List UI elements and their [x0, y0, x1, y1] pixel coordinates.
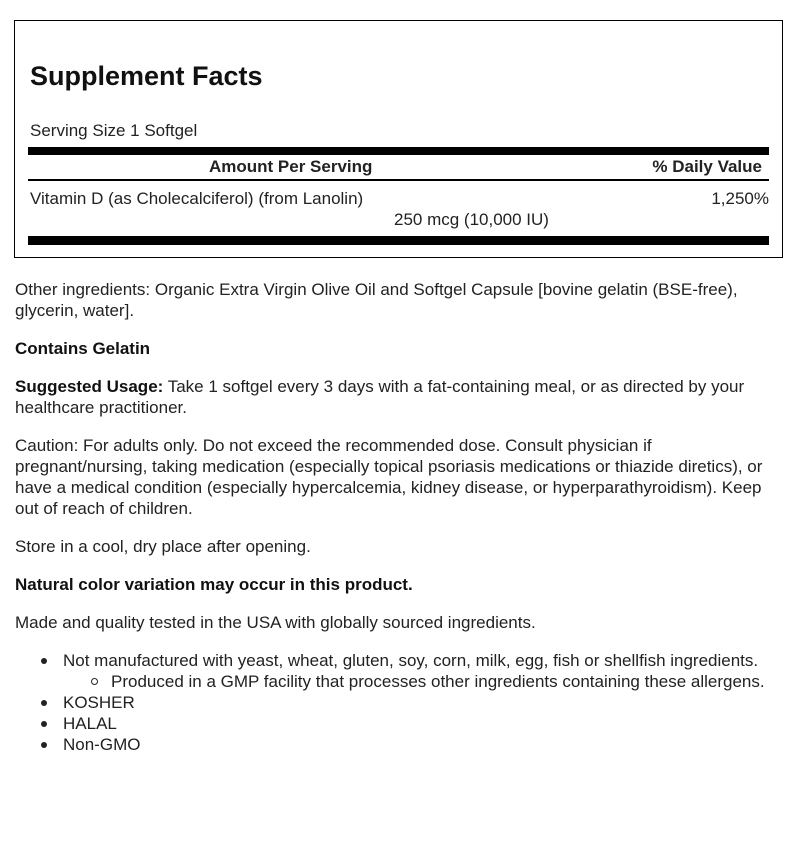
facts-title: Supplement Facts: [30, 61, 263, 91]
list-item: [15, 650, 785, 692]
thin-divider: [28, 179, 769, 181]
made-in-usa: Made and quality tested in the USA with globally sourced ingredients.: [15, 613, 536, 632]
color-variation-note: Natural color variation may occur in this product.: [15, 575, 413, 594]
suggested-usage-label: Suggested Usage:: [15, 377, 164, 396]
serving-size: Serving Size 1 Softgel: [30, 121, 198, 140]
suggested-usage-text: Take 1 softgel every 3 days with a fat-containing meal, or as directed by your healthcare practitioner.: [15, 377, 745, 417]
product-attributes-list: [15, 650, 785, 755]
contains-gelatin: Contains Gelatin: [15, 339, 151, 358]
thick-divider: [28, 147, 769, 155]
list-item: Produced in a GMP facility that processes other ingredients containing these allergens.: [63, 671, 785, 692]
nutrient-name: Vitamin D (as Cholecalciferol) (from Lanolin): [30, 189, 364, 208]
list-item: KOSHER: [15, 692, 785, 713]
thick-divider: [28, 236, 769, 245]
nutrient-daily-value: 1,250%: [711, 189, 769, 208]
list-item: Non-GMO: [15, 734, 785, 755]
allergen-statement: Not manufactured with yeast, wheat, gluten, soy, corn, milk, egg, fish or shellfish ingredients.: [63, 651, 759, 670]
product-information: [15, 279, 785, 755]
storage-text: Store in a cool, dry place after opening.: [15, 537, 311, 556]
list-item: HALAL: [15, 713, 785, 734]
supplement-facts-panel: [14, 20, 783, 258]
caution-text: Caution: For adults only. Do not exceed the recommended dose. Consult physician if pregnant/nursing, taking medication (especially topical psoriasis medications or thiazide diretics), or have a medical condition (especially hypercalcemia, kidney disease, or hyperparathyroidism). Keep out of reach of children.: [15, 436, 763, 518]
other-ingredients: Other ingredients: Organic Extra Virgin Olive Oil and Softgel Capsule [bovine gelatin (BSE-free), glycerin, water].: [15, 280, 738, 320]
daily-value-header: % Daily Value: [652, 157, 762, 176]
amount-per-serving-header: Amount Per Serving: [209, 157, 373, 176]
suggested-usage: [15, 376, 785, 418]
nutrient-amount: 250 mcg (10,000 IU): [394, 210, 549, 229]
sub-list: [63, 671, 785, 692]
